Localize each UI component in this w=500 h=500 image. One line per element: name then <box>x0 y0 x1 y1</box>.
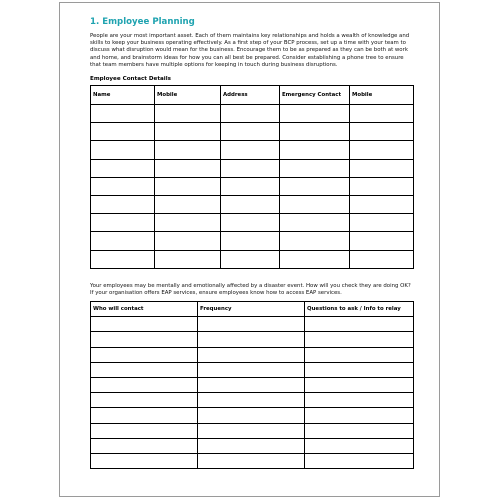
table-cell[interactable] <box>221 214 280 232</box>
table-cell[interactable] <box>155 177 221 195</box>
table-cell[interactable] <box>91 214 155 232</box>
table-cell[interactable] <box>155 105 221 123</box>
table-cell[interactable] <box>221 141 280 159</box>
table-cell[interactable] <box>198 408 305 423</box>
table-cell[interactable] <box>155 141 221 159</box>
table-cell[interactable] <box>91 195 155 213</box>
table-row <box>91 250 414 268</box>
wellbeing-paragraph: Your employees may be mentally and emotionally affected by a disaster event. How will you check they are doing OK? If your organisation offers EAP services, ensure employees know how to access EAP services. <box>90 282 411 296</box>
table-cell[interactable] <box>305 408 414 423</box>
table-cell[interactable] <box>305 317 414 332</box>
table-cell[interactable] <box>305 332 414 347</box>
table-row <box>91 214 414 232</box>
table-cell[interactable] <box>305 378 414 393</box>
table-cell[interactable] <box>350 214 414 232</box>
table-cell[interactable] <box>350 232 414 250</box>
table-cell[interactable] <box>280 159 350 177</box>
table-cell[interactable] <box>91 317 198 332</box>
table-cell[interactable] <box>221 250 280 268</box>
table-cell[interactable] <box>280 105 350 123</box>
table-cell[interactable] <box>198 393 305 408</box>
table-row <box>91 378 414 393</box>
table-header-row <box>91 302 414 317</box>
table-cell[interactable] <box>221 195 280 213</box>
intro-paragraph: People are your most important asset. Each of them maintains key relationships and holds a wealth of knowledge and skills to keep your business operating effectively. As a first step of your BCP process, set up a time with your team to discuss what disruption would mean for the business. Encourage them to be as prepared as they can be both at work and home, and brainstorm ideas for how you can all best be prepared. Consider establishing a phone tree to ensure that team members have multiple options for keeping in touch during business disruptions. <box>90 33 410 68</box>
table-cell[interactable] <box>91 141 155 159</box>
table-row <box>91 408 414 423</box>
table-row <box>91 232 414 250</box>
table-cell[interactable] <box>91 362 198 377</box>
table-cell[interactable] <box>198 362 305 377</box>
table-cell[interactable] <box>91 347 198 362</box>
table-cell[interactable] <box>91 105 155 123</box>
table-cell[interactable] <box>350 105 414 123</box>
table-row <box>91 141 414 159</box>
table-row <box>91 123 414 141</box>
table-cell[interactable] <box>91 408 198 423</box>
table-cell[interactable] <box>305 362 414 377</box>
table-cell[interactable] <box>221 177 280 195</box>
table-cell[interactable] <box>221 232 280 250</box>
column-header: Frequency <box>198 302 305 317</box>
table-cell[interactable] <box>305 347 414 362</box>
table-cell[interactable] <box>280 232 350 250</box>
table-cell[interactable] <box>198 378 305 393</box>
table-cell[interactable] <box>155 159 221 177</box>
table-cell[interactable] <box>280 177 350 195</box>
table-cell[interactable] <box>91 378 198 393</box>
table-cell[interactable] <box>155 250 221 268</box>
table-cell[interactable] <box>198 453 305 468</box>
table-cell[interactable] <box>350 177 414 195</box>
table-row <box>91 347 414 362</box>
table-row <box>91 195 414 213</box>
table-cell[interactable] <box>305 453 414 468</box>
table-cell[interactable] <box>91 332 198 347</box>
column-header: Mobile <box>155 86 221 105</box>
table-row <box>91 177 414 195</box>
column-header: Questions to ask / Info to relay <box>305 302 414 317</box>
table-row <box>91 423 414 438</box>
table-cell[interactable] <box>91 453 198 468</box>
table-cell[interactable] <box>305 393 414 408</box>
column-header: Who will contact <box>91 302 198 317</box>
table-row <box>91 438 414 453</box>
table-cell[interactable] <box>280 250 350 268</box>
table-cell[interactable] <box>91 159 155 177</box>
table-cell[interactable] <box>198 332 305 347</box>
table-cell[interactable] <box>91 123 155 141</box>
wellbeing-checkin-table <box>90 301 414 469</box>
table-cell[interactable] <box>350 159 414 177</box>
document-page <box>59 2 440 497</box>
table-row <box>91 105 414 123</box>
table-cell[interactable] <box>350 141 414 159</box>
table-cell[interactable] <box>155 195 221 213</box>
page-content <box>90 16 413 469</box>
table-cell[interactable] <box>305 423 414 438</box>
table-cell[interactable] <box>155 214 221 232</box>
table-row <box>91 317 414 332</box>
table-cell[interactable] <box>280 214 350 232</box>
table-row <box>91 393 414 408</box>
table-row <box>91 453 414 468</box>
table-cell[interactable] <box>221 105 280 123</box>
table-cell[interactable] <box>91 438 198 453</box>
table-cell[interactable] <box>198 317 305 332</box>
table-cell[interactable] <box>91 393 198 408</box>
table-cell[interactable] <box>221 123 280 141</box>
table-row <box>91 362 414 377</box>
table-row <box>91 332 414 347</box>
table-cell[interactable] <box>198 423 305 438</box>
table-row <box>91 159 414 177</box>
column-header: Mobile <box>350 86 414 105</box>
table-cell[interactable] <box>155 232 221 250</box>
column-header: Address <box>221 86 280 105</box>
employee-contact-table <box>90 85 414 269</box>
table-cell[interactable] <box>350 123 414 141</box>
table-cell[interactable] <box>350 250 414 268</box>
contact-table-heading: Employee Contact Details <box>90 76 171 83</box>
column-header: Name <box>91 86 155 105</box>
table-cell[interactable] <box>91 232 155 250</box>
table-cell[interactable] <box>91 177 155 195</box>
table-cell[interactable] <box>198 438 305 453</box>
table-cell[interactable] <box>280 141 350 159</box>
table-cell[interactable] <box>221 159 280 177</box>
table-cell[interactable] <box>305 438 414 453</box>
table-cell[interactable] <box>280 195 350 213</box>
table-cell[interactable] <box>91 250 155 268</box>
table-cell[interactable] <box>155 123 221 141</box>
table-cell[interactable] <box>91 423 198 438</box>
table-header-row <box>91 86 414 105</box>
table-cell[interactable] <box>280 123 350 141</box>
table-cell[interactable] <box>350 195 414 213</box>
table-cell[interactable] <box>198 347 305 362</box>
column-header: Emergency Contact <box>280 86 350 105</box>
section-title: 1. Employee Planning <box>90 17 195 27</box>
